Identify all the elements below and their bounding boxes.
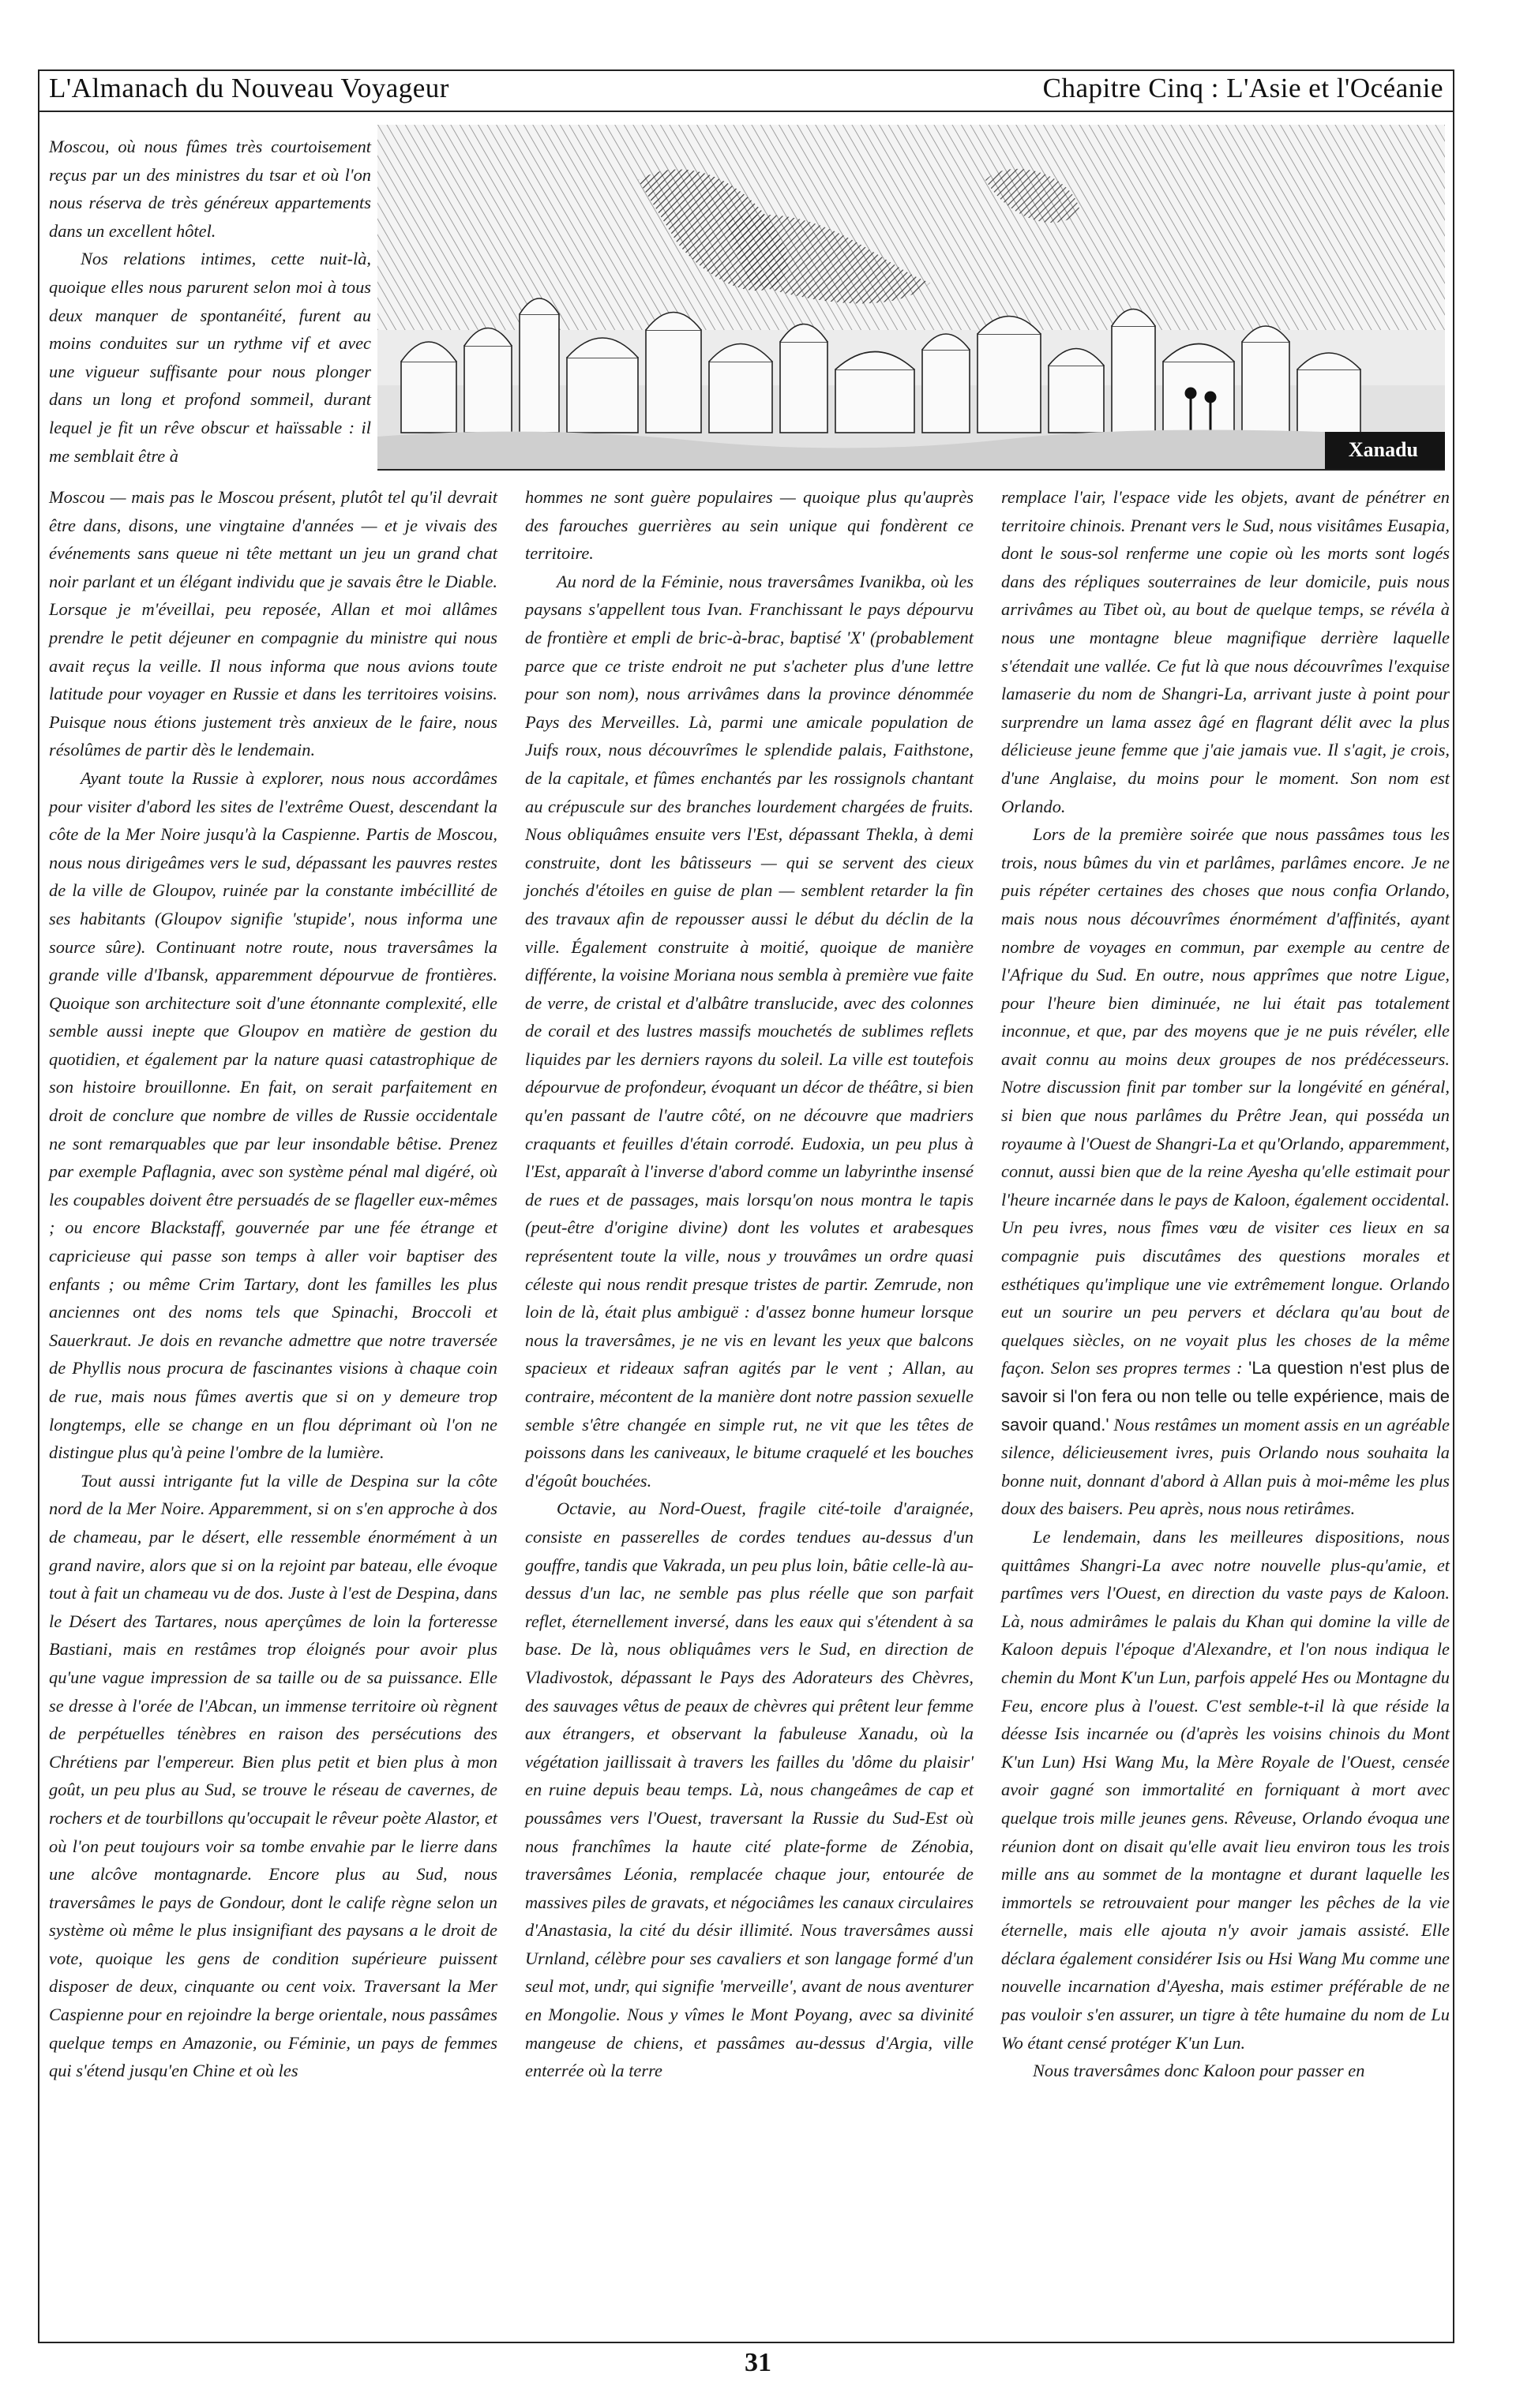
paragraph: Tout aussi intrigante fut la ville de Despina sur la côte nord de la Mer Noire. Apparemment, si on s'en approche à dos de chameau, par le désert, elle ressemble énormément à un grand navire, alors que si on la rejoint par bateau, elle évoque tout à fait un chameau vu de dos. Juste à l'est de Despina, dans le Désert des Tartares, nous aperçûmes de loin la forteresse Bastiani, mais en restâmes trop éloignés pour avoir plus qu'une vague impression de sa taille ou de sa puissance. Elle se dresse à l'orée de l'Abcan, un immense territoire où règnent de perpétuelles ténèbres en raison des persécutions des Chrétiens par l'empereur. Bien plus petit et bien plus à mon goût, un peu plus au Sud, se trouve le réseau de cavernes, de rochers et de tourbillons qu'occupait le rêveur poète Alastor, et où l'on peut toujours voir sa tombe envahie par le lierre dans une alcôve montagnarde. Encore plus au Sud, nous traversâmes le pays de Gondour, dont le calife règne selon un système où même le plus insignifiant des paysans a le droit de vote, quoique les gens de condition supérieure puissent disposer de deux, cinquante ou cent voix. Traversant la Mer Caspienne pour en rejoindre la berge orientale, nous passâmes quelque temps en Amazonie, ou Féminie, un pays de femmes qui s'étend jusqu'en Chine et où les (49, 1470, 497, 2081)
city-drawing-icon (377, 125, 1445, 469)
paragraph: hommes ne sont guère populaires — quoique plus qu'auprès des farouches guerrières au sein unique qui fondèrent ce territoire. (525, 487, 974, 564)
paragraph: Nous traversâmes donc Kaloon pour passer en (1033, 2061, 1365, 2081)
paragraph-text: Lors de la première soirée que nous passâmes tous les trois, nous bûmes du vin et parlâmes, parlâmes encore. Je ne puis répéter certaines des choses que nous confia Orlando, mais nous nous découvrîmes énormément d'affinités, ayant nombre de voyages en commun, par exemple au centre de l'Afrique du Sud. En outre, nous apprîmes que notre Ligue, pour l'heure bien diminuée, ne lui était pas totalement inconnue, et que, par des moyens que je ne puis révéler, elle avait connu au moins deux groupes de nos prédécesseurs. Notre discussion finit par tomber sur la longévité en général, si bien que nous parlâmes du Prêtre Jean, qui posséda un royaume à l'Ouest de Shangri-La et qu'Orlando, apparemment, connut, aussi bien que de la reine Ayesha qu'elle estimait pour l'heure incarnée dans le pays de Kaloon, également occidental. Un peu ivres, nous fîmes vœu de visiter ces lieux en sa compagnie puis discutâmes des questions morales et esthétiques qu'implique une vie extrêmement longue. Orlando eut un sourire un peu pervers et déclara qu'au bout de quelques siècles, on ne voyait plus les choses de la même façon. Selon ses propres termes : (1001, 824, 1450, 1378)
paragraph: Au nord de la Féminie, nous traversâmes Ivanikba, où les paysans s'appellent tous Ivan. Franchissant le pays dépourvu de frontière et empli de bric-à-brac, baptisé 'X' (probablement parce que ce triste endroit ne put s'acheter plus d'une lettre pour son nom), nous arrivâmes dans la province dénommée Pays des Merveilles. Là, parmi une amicale population de Juifs roux, nous découvrîmes le splendide palais, Faithstone, de la capitale, et fûmes enchantés par les rossignols chantant au crépuscule sur des branches lourdement chargées de fruits. Nous obliquâmes ensuite vers l'Est, dépassant Thekla, à demi construite, dont les bâtisseurs — qui se servent des cieux jonchés d'étoiles en guise de plan — semblent retarder la fin des travaux afin de repousser aussi le début du déclin de la ville. Également construite à moitié, quoique de manière différente, la voisine Moriana nous sembla à première vue faite de verre, de cristal et d'albâtre translucide, avec des colonnes de corail et des lustres massifs mouchetés de sublimes reflets liquides par les derniers rayons du soleil. La ville est toutefois dépourvue de profondeur, évoquant un décor de théâtre, si bien qu'en passant de l'autre côté, on ne découvre que madriers craquants et feuilles d'étain corrodé. Eudoxia, un peu plus à l'Est, apparaît à l'inverse d'abord comme un labyrinthe insensé de rues et de passages, mais lorsqu'on nous montra le tapis (peut-être d'origine divine) dont les volutes et arabesques représentent toute la ville, nous y trouvâmes un ordre quasi céleste qui nous rendit presque tristes de partir. Zemrude, non loin de là, était plus ambiguë : d'assez bonne humeur lorsque nous la traversâmes, je ne vis en levant les yeux que balcons spacieux et rideaux safran agités par le vent ; Allan, au contraire, mécontent de la manière dont notre passion sexuelle semble s'être changée en simple rut, ne vit que les têtes de poissons dans les caniveaux, le bitume craquelé et les bouches d'égoût bouchées. (525, 571, 974, 1491)
paragraph: Octavie, au Nord-Ouest, fragile cité-toile d'araignée, consiste en passerelles de cordes tendues au-dessus d'un gouffre, tandis que Vakrada, un peu plus loin, bâtie celle-là au-dessus d'un lac, ne semble pas plus réelle que son parfait reflet, éternellement inversé, dans les eaux qui s'étendent à sa base. De là, nous obliquâmes vers le Sud, en direction de Vladivostok, dépassant le Pays des Adorateurs des Chèvres, des sauvages vêtus de peaux de chèvres qui prêtent leur femme aux étrangers, et observant la fabuleuse Xanadu, où la végétation jaillissait à travers les failles du 'dôme du plaisir' en ruine depuis beau temps. Là, nous changeâmes de cap et poussâmes vers l'Ouest, traversant la Russie du Sud-Est où nous franchîmes la haute cité plate-forme de Zénobia, traversâmes Léonia, remplacée chaque jour, entourée de massives piles de gravats, et négociâmes les canaux circulaires d'Anastasia, la cité du désir illimité. Nous traversâmes aussi Urnland, célèbre pour ses cavaliers et son langage formé d'un seul mot, undr, qui signifie 'merveille', avant de nous aventurer en Mongolie. Nous y vîmes le Mont Poyang, avec sa divinité mangeuse de chiens, et passâmes au-dessus d'Argia, ville enterrée où la terre (525, 1498, 974, 2081)
paragraph: Le lendemain, dans les meilleures dispositions, nous quittâmes Shangri-La avec notre nouvelle plus-qu'amie, et partîmes vers l'Ouest, en direction du vaste pays de Kaloon. Là, nous admirâmes le palais du Khan qui domine la ville de Kaloon depuis l'époque d'Alexandre, et l'on nous indiqua le chemin du Mont K'un Lun, parfois appelé Hes ou Montagne du Feu, encore plus à l'ouest. C'est semble-t-il là que réside la déesse Isis incarnée ou (d'après les voisins chinois du Mont K'un Lun) Hsi Wang Mu, la Mère Royale de l'Ouest, censée avoir gagné son immortalité en forniquant à mort avec quelque trois mille jeunes gens. Rêveuse, Orlando évoqua une réunion dont on disait qu'elle avait lieu environ tous les trois mille ans au sommet de la montagne et durant laquelle les immortels se retrouvaient pour manger les pêches de la vie éternelle, mais elle ajouta n'y avoir jamais assisté. Elle déclara également considérer Isis ou Hsi Wang Mu comme une nouvelle incarnation d'Ayesha, mais estimer préférable de ne pas vouloir s'en assurer, un tigre à tête humaine du nom de Lu Wo étant censé protéger K'un Lun. (1001, 1526, 1450, 2053)
header-rule (38, 111, 1454, 112)
column-2 (525, 483, 974, 2085)
illustration-caption: Xanadu (1325, 432, 1445, 469)
column-1 (49, 483, 497, 2085)
paragraph: Nos relations intimes, cette nuit-là, quoique elles nous parurent selon moi à tous deux manquer de spontanéité, furent au moins conduites sur un rythme vif et avec une vigueur suffisante pour nous plonger dans un long et profond sommeil, durant lequel je fit un rêve obscur et haïssable : il me semblait être à (49, 249, 371, 466)
paragraph: Ayant toute la Russie à explorer, nous nous accordâmes pour visiter d'abord les sites de l'extrême Ouest, descendant la côte de la Mer Noire jusqu'à la Caspienne. Partis de Moscou, nous nous dirigeâmes vers le sud, dépassant les pauvres restes de la ville de Gloupov, ruinée par la constante imbécillité de ses habitants (Gloupov signifie 'stupide', nous informa une source sûre). Continuant notre route, nous traversâmes la grande ville d'Ibansk, apparemment dépourvue de frontières. Quoique son architecture soit d'une étonnante complexité, elle semble aussi inepte que Gloupov en matière de gestion du quotidien, et également par la nature quasi catastrophique de son histoire brouillonne. En fait, on serait parfaitement en droit de conclure que nombre de villes de Russie occidentale ne sont remarquables que par leur insondable bêtise. Prenez par exemple Paflagnia, avec son système pénal mal digéré, où les coupables doivent être persuadés de se flageller eux-mêmes ; ou encore Blackstaff, gouvernée par une fée étrange et capricieuse qui passe son temps à aller voir baptiser des enfants ; ou même Crim Tartary, dont les familles les plus anciennes ont des noms tels que Spinachi, Broccoli et Sauerkraut. Je dois en revanche admettre que notre traversée de Phyllis nous procura de fascinantes visions à chaque coin de rue, mais nous fûmes avertis que si on y demeure trop longtemps, elle se change en un flou déprimant où l'on ne distingue plus qu'à peine l'ombre de la lumière. (49, 767, 497, 1463)
orlando-quote: 'La question n'est plus de savoir si l'on fera ou non telle ou telle expérience, mais de savoir quand.' (1001, 1358, 1450, 1435)
paragraph: remplace l'air, l'espace vide les objets, avant de pénétrer en territoire chinois. Prenant vers le Sud, nous visitâmes Eusapia, dont le sous-sol renferme une copie où les morts sont logés dans des répliques souterraines de leur domicile, puis nous arrivâmes au Tibet où, au bout de quelque temps, se révéla à nous une montagne bleue magnifique derrière laquelle s'étendait une vallée. Ce fut là que nous découvrîmes l'exquise lamaserie du nom de Shangri-La, arrivant juste à point pour surprendre un lama assez âgé en flagrant délit avec la plus délicieuse jeune femme que j'aie jamais vue. Il s'agit, je crois, d'une Anglaise, du moins pour le moment. Son nom est Orlando. (1001, 487, 1450, 816)
paragraph: Moscou, où nous fûmes très courtoisement reçus par un des ministres du tsar et où l'on nous réserva de très généreux appartements dans un excellent hôtel. (49, 137, 371, 241)
running-header-left: L'Almanach du Nouveau Voyageur (49, 73, 449, 103)
paragraph: Moscou — mais pas le Moscou présent, plutôt tel qu'il devrait être dans, disons, une vingtaine d'années — et je vivais des événements sans queue ni tête mettant un jeu un grand chat noir parlant et un élégant individu que je savais être le Diable. Lorsque je m'éveillai, peu reposée, Allan et moi allâmes prendre le petit déjeuner en compagnie du ministre qui nous avait reçus la veille. Il nous informa que nous avions toute latitude pour voyager en Russie et dans les territoires voisins. Puisque nous étions justement très anxieux de le faire, nous résolûmes de partir dès le lendemain. (49, 487, 497, 760)
running-header-right: Chapitre Cinq : L'Asie et l'Océanie (1042, 73, 1443, 103)
column-1-top (49, 133, 371, 470)
page-number: 31 (745, 2348, 771, 2377)
column-3 (1001, 483, 1450, 2085)
paragraph (1001, 820, 1450, 1523)
xanadu-illustration (377, 125, 1445, 471)
paragraph-text: Nous restâmes un moment assis en un agréable silence, délicieusement ivres, puis Orlando nous souhaita la bonne nuit, donnant d'abord à Allan puis à moi-même les plus doux des baisers. Peu après, nous nous retirâmes. (1001, 1414, 1450, 1519)
